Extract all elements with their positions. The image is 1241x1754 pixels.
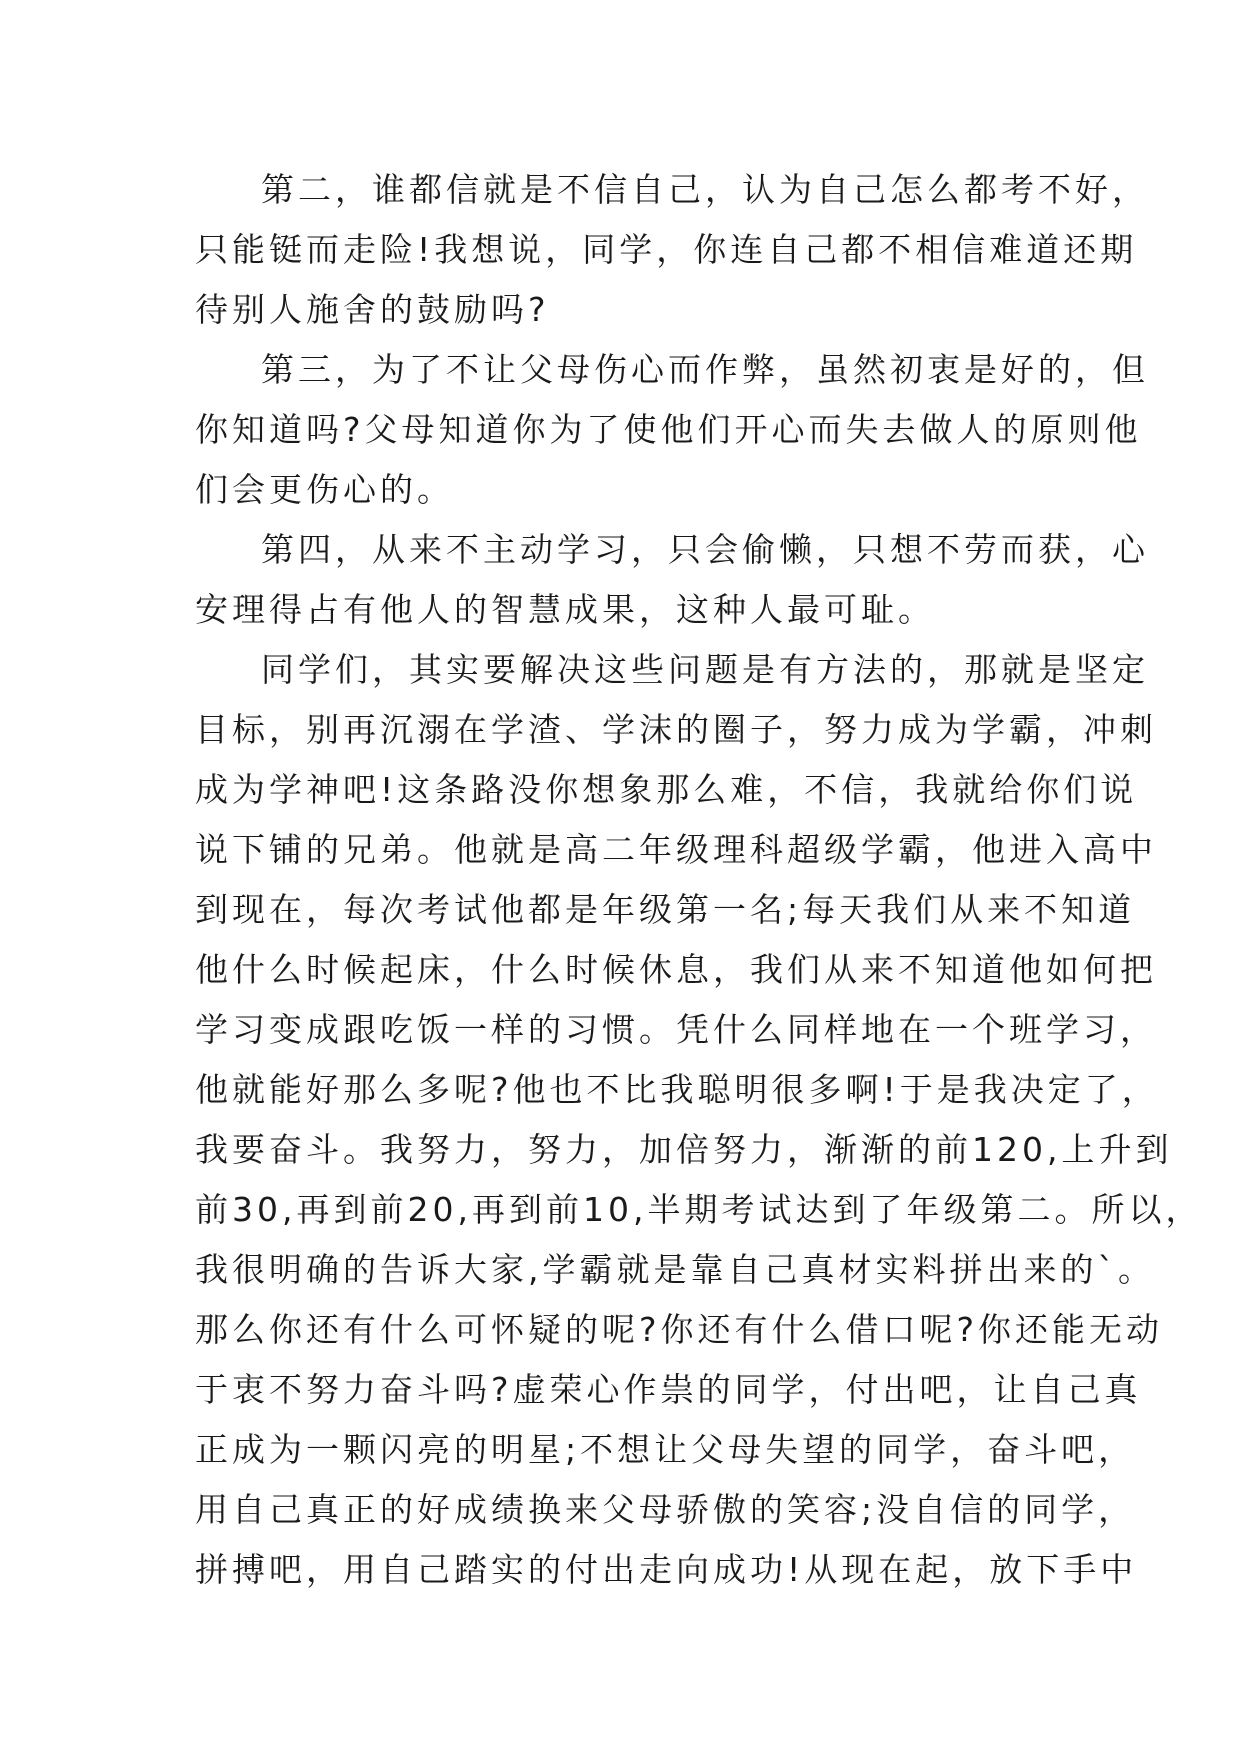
text-line: 拼搏吧，用自己踏实的付出走向成功!从现在起，放下手中	[195, 1550, 1138, 1589]
text-line: 第二，谁都信就是不信自己，认为自己怎么都考不好，	[261, 170, 1149, 209]
text-line: 用自己真正的好成绩换来父母骄傲的笑容;没自信的同学，	[195, 1490, 1136, 1529]
text-line: 于衷不努力奋斗吗?虚荣心作祟的同学，付出吧，让自己真	[195, 1370, 1142, 1409]
text-line: 们会更伤心的。	[195, 470, 454, 509]
text-line: 同学们，其实要解决这些问题是有方法的，那就是坚定	[261, 650, 1149, 689]
text-line: 我很明确的告诉大家,学霸就是靠自己真材实料拼出来的`。	[195, 1250, 1155, 1289]
text-line: 那么你还有什么可怀疑的呢?你还有什么借口呢?你还能无动	[195, 1310, 1164, 1349]
text-line: 成为学神吧!这条路没你想象那么难，不信，我就给你们说	[195, 770, 1138, 809]
text-line: 他就能好那么多呢?他也不比我聪明很多啊!于是我决定了，	[195, 1070, 1159, 1109]
text-line: 安理得占有他人的智慧成果，这种人最可耻。	[195, 590, 935, 629]
text-line: 只能铤而走险!我想说，同学，你连自己都不相信难道还期	[195, 230, 1138, 269]
text-line: 待别人施舍的鼓励吗?	[195, 290, 550, 329]
text-line: 学习变成跟吃饭一样的习惯。凭什么同样地在一个班学习，	[195, 1010, 1157, 1049]
text-line: 第四，从来不主动学习，只会偷懒，只想不劳而获，心	[261, 530, 1149, 569]
text-line: 目标，别再沉溺在学渣、学沫的圈子，努力成为学霸，冲刺	[195, 710, 1157, 749]
text-line: 正成为一颗闪亮的明星;不想让父母失望的同学，奋斗吧，	[195, 1430, 1136, 1469]
text-line: 到现在，每次考试他都是年级第一名;每天我们从来不知道	[195, 890, 1136, 929]
text-line: 他什么时候起床，什么时候休息，我们从来不知道他如何把	[195, 950, 1157, 989]
text-line: 我要奋斗。我努力，努力，加倍努力，渐渐的前120,上升到	[195, 1130, 1173, 1169]
body-text	[195, 160, 1203, 1600]
text-line: 第三，为了不让父母伤心而作弊，虽然初衷是好的，但	[261, 350, 1149, 389]
text-line: 说下铺的兄弟。他就是高二年级理科超级学霸，他进入高中	[195, 830, 1157, 869]
text-line: 你知道吗?父母知道你为了使他们开心而失去做人的原则他	[195, 410, 1142, 449]
text-line: 前30,再到前20,再到前10,半期考试达到了年级第二。所以，	[195, 1190, 1203, 1229]
